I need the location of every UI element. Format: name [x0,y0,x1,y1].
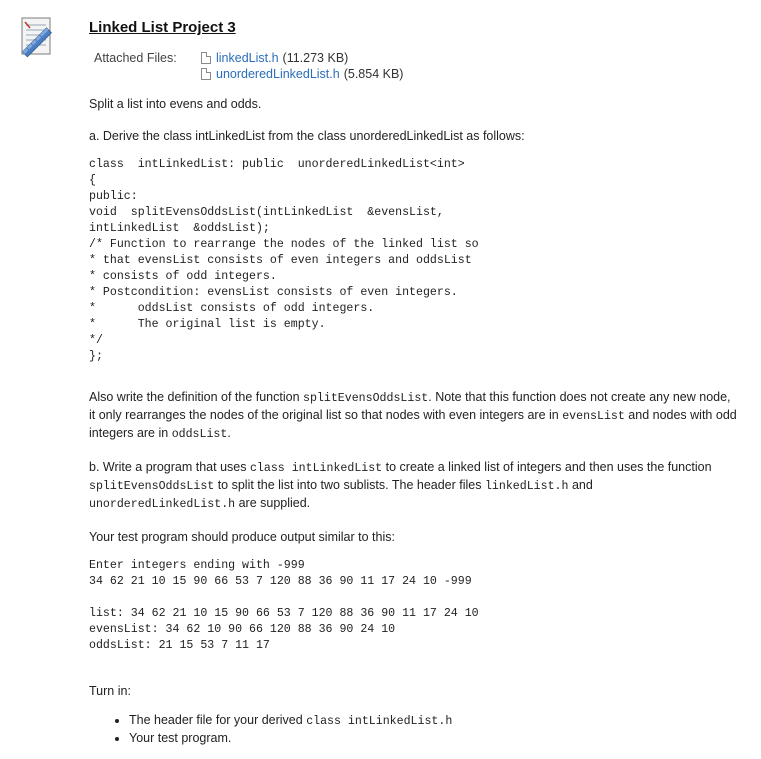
page-title[interactable]: Linked List Project 3 [89,19,236,36]
code-line: * oddsList consists of odd integers. [89,302,375,315]
text-run: to split the list into two sublists. The header files [214,478,485,492]
attachment-list [201,50,403,82]
intro-text: Split a list into evens and odds. [89,97,262,111]
code-inline: class intLinkedList [249,462,383,475]
attachments-label: Attached Files: [94,51,177,65]
code-inline: evensList [562,410,625,423]
text-run: . Note that this function does not create any new node, it only rearranges the nodes of the original list so that nodes with even integers are in [89,390,731,422]
assignment-icon [16,14,56,64]
code-inline: unorderedLinkedList.h [89,498,236,511]
text-run: b. Write a program that uses [89,460,250,474]
text-run: The header file for your derived [129,713,307,727]
turn-in-list [89,712,739,746]
code-inline: class intLinkedList.h [306,715,453,728]
attachments [89,50,739,82]
sample-output-block [89,558,739,654]
text-run: Also write the definition of the function [89,390,304,404]
assignment-content [89,18,739,746]
turn-in-label: Turn in: [89,684,131,698]
part-b-paragraph [89,459,739,513]
class-code-block [89,157,739,365]
file-size: (5.854 KB) [343,67,404,81]
code-line: public: [89,190,138,203]
code-line: { [89,174,96,187]
code-line: * that evensList consists of even integers and oddsList [89,254,472,267]
attachment-item [201,50,403,66]
code-line: void splitEvensOddsList(intLinkedList &evensList, [89,206,444,219]
output-line: 34 62 21 10 15 90 66 53 7 120 88 36 90 11 17 24 10 -999 [89,575,472,588]
code-line: * Postcondition: evensList consists of even integers. [89,286,458,299]
output-line: evensList: 34 62 10 90 66 120 88 36 90 24 10 [89,623,396,636]
code-line: class intLinkedList: public unorderedLinkedList<int> [89,158,465,171]
file-icon [201,52,211,64]
output-line: Enter integers ending with -999 [89,559,305,572]
part-a-text: a. Derive the class intLinkedList from the class unorderedLinkedList as follows: [89,129,525,143]
text-run: are supplied. [235,496,311,510]
file-icon [201,68,211,80]
output-line: list: 34 62 21 10 15 90 66 53 7 120 88 36 90 11 17 24 10 [89,607,479,620]
attachment-item [201,66,403,82]
code-inline: oddsList [171,428,228,441]
file-link-linkedlist[interactable]: linkedList.h [216,51,279,65]
code-line: */ [89,334,103,347]
text-run: and [568,478,593,492]
code-line: intLinkedList &oddsList); [89,222,270,235]
code-inline: linkedList.h [484,480,569,493]
output-intro: Your test program should produce output similar to this: [89,530,395,544]
code-inline: splitEvensOddsList [89,480,215,493]
code-line: /* Function to rearrange the nodes of the linked list so [89,238,479,251]
file-size: (11.273 KB) [282,51,349,65]
text-run: to create a linked list of integers and then uses the function [382,460,712,474]
also-paragraph [89,389,739,443]
text-run: . [227,426,231,440]
list-item: • Your test program. [129,730,739,746]
file-link-unorderedlinkedlist[interactable]: unorderedLinkedList.h [216,67,340,81]
text-run: and nodes with odd integers are in [89,408,737,440]
output-line: oddsList: 21 15 53 7 11 17 [89,639,270,652]
list-item [129,712,739,730]
code-inline: splitEvensOddsList [303,392,429,405]
code-line: }; [89,350,103,363]
code-line: * consists of odd integers. [89,270,277,283]
code-line: * The original list is empty. [89,318,326,331]
